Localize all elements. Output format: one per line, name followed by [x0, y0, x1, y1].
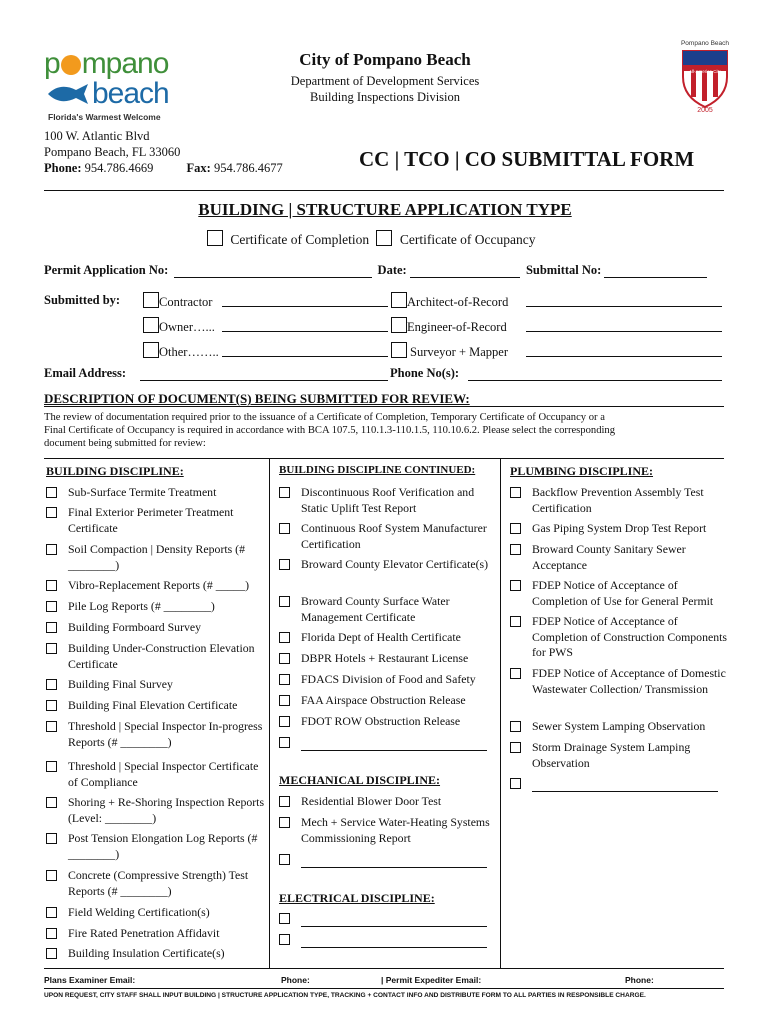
submitted-by-label: Submitted by: [44, 293, 121, 307]
checkbox[interactable] [279, 737, 290, 748]
blank-line[interactable] [301, 739, 487, 751]
checkbox[interactable] [279, 854, 290, 865]
building-item[interactable] [46, 620, 268, 636]
building-item-label: Soil Compaction | Density Reports (# ________) [68, 542, 246, 572]
all-america-city-badge [679, 40, 731, 120]
building-item-label: Building Final Survey [68, 677, 173, 691]
surveyor-line [526, 356, 722, 357]
checkbox[interactable] [279, 653, 290, 664]
city-name: City of Pompano Beach [299, 50, 471, 69]
mechanical-item[interactable] [279, 794, 494, 810]
checkbox[interactable] [46, 643, 57, 654]
engineer-checkbox[interactable] [391, 317, 407, 333]
mechanical-blank-item[interactable] [279, 852, 494, 868]
mechanical-item-label: Residential Blower Door Test [301, 794, 442, 808]
description-line: document being submitted for review: [44, 438, 206, 449]
owner-label: Owner…... [159, 320, 215, 334]
columns-top-rule [44, 458, 724, 459]
certificate-of-occupancy-checkbox[interactable] [376, 230, 392, 246]
building-item-label: Post Tension Elongation Log Reports (# ________) [68, 831, 258, 861]
department: Department of Development Services [290, 74, 480, 88]
architect-line [526, 306, 722, 307]
building-item[interactable] [46, 698, 268, 714]
building-item[interactable] [46, 677, 268, 693]
checkbox[interactable] [279, 674, 290, 685]
plumbing-item[interactable] [510, 740, 732, 771]
fax-label: Fax: [186, 161, 211, 175]
phone-label-1: Phone: [281, 975, 310, 985]
building-item[interactable] [46, 599, 268, 615]
building-item[interactable] [46, 926, 268, 942]
checkbox[interactable] [279, 796, 290, 807]
checkbox[interactable] [279, 695, 290, 706]
description-text [44, 411, 734, 450]
blank-line[interactable] [301, 915, 487, 927]
building-item-label: Concrete (Compressive Strength) Test Reports (# ________) [68, 868, 249, 898]
email-label: Email Address: [44, 366, 127, 380]
checkbox[interactable] [46, 761, 57, 772]
building-item-label: Building Insulation Certificate(s) [68, 946, 225, 960]
owner-line [222, 331, 388, 332]
mechanical-item[interactable] [279, 815, 494, 846]
city-logo [44, 42, 174, 122]
building-cont-item-label: Broward County Elevator Certificate(s) [301, 557, 489, 571]
checkbox[interactable] [510, 580, 521, 591]
address-block [44, 128, 324, 176]
building-cont-item[interactable] [279, 521, 494, 552]
blank-line[interactable] [532, 780, 718, 792]
certificate-of-completion-label: Certificate of Completion [230, 232, 370, 247]
street-address: 100 W. Atlantic Blvd [44, 129, 150, 143]
building-item-label: Field Welding Certification(s) [68, 905, 210, 919]
footer-notice: UPON REQUEST, CITY STAFF SHALL INPUT BUILDING | STRUCTURE APPLICATION TYPE, TRACKING + CONTACT INFO AND DISTRIBUTE FORM TO ALL PARTIES IN RESPONSIBLE CHARGE. [44, 992, 646, 999]
plumbing-item-label: FDEP Notice of Acceptance of Domestic Wastewater Collection/ Transmission [532, 666, 726, 696]
plumbing-item[interactable] [510, 542, 732, 573]
building-item-label: Threshold | Special Inspector Certificate of Compliance [68, 759, 259, 789]
building-cont-item-label: FAA Airspace Obstruction Release [301, 693, 466, 707]
permit-expediter-email-label: | Permit Expediter Email: [381, 975, 482, 985]
checkbox[interactable] [46, 948, 57, 959]
building-item-label: Final Exterior Perimeter Treatment Certificate [68, 505, 234, 535]
building-item-label: Threshold | Special Inspector In-progress Reports (# ________) [68, 719, 263, 749]
surveyor-label: Surveyor + Mapper [410, 345, 508, 359]
checkbox[interactable] [510, 778, 521, 789]
building-cont-item-label: DBPR Hotels + Restaurant License [301, 651, 469, 665]
building-item[interactable] [46, 905, 268, 921]
checkbox[interactable] [510, 721, 521, 732]
checkbox[interactable] [46, 797, 57, 808]
certificate-of-occupancy-label: Certificate of Occupancy [399, 232, 536, 247]
plumbing-item-label: Gas Piping System Drop Test Report [532, 521, 707, 535]
section-title: BUILDING | STRUCTURE APPLICATION TYPE [198, 200, 572, 219]
mechanical-item-label: Mech + Service Water-Heating Systems Commissioning Report [301, 815, 490, 845]
checkbox[interactable] [46, 833, 57, 844]
checkbox[interactable] [510, 616, 521, 627]
architect-label: Architect-of-Record [407, 295, 509, 309]
building-item[interactable] [46, 831, 268, 862]
permit-no-field[interactable] [174, 266, 372, 278]
checkbox[interactable] [46, 601, 57, 612]
description-rule [44, 406, 724, 407]
building-cont-item[interactable] [279, 693, 494, 709]
plumbing-item[interactable] [510, 521, 732, 537]
building-cont-item[interactable] [279, 594, 494, 625]
engineer-label: Engineer-of-Record [407, 320, 507, 334]
date-label: Date: [377, 263, 407, 277]
phones-field[interactable] [468, 380, 722, 381]
plumbing-item-label: Sewer System Lamping Observation [532, 719, 706, 733]
building-item[interactable] [46, 946, 268, 962]
fish-icon [46, 82, 90, 106]
checkbox[interactable] [510, 487, 521, 498]
checkbox[interactable] [46, 700, 57, 711]
badge-year: 2005 [697, 107, 713, 114]
building-item[interactable] [46, 719, 268, 750]
email-field[interactable] [140, 380, 388, 381]
submittal-no-field[interactable] [604, 266, 707, 278]
building-item-label: Building Under-Construction Elevation Certificate [68, 641, 255, 671]
other-label: Other…….. [159, 345, 219, 359]
checkbox[interactable] [46, 507, 57, 518]
building-cont-header: BUILDING DISCIPLINE CONTINUED: [279, 464, 476, 476]
checkbox[interactable] [46, 907, 57, 918]
checkbox[interactable] [279, 596, 290, 607]
building-cont-item-label: FDOT ROW Obstruction Release [301, 714, 461, 728]
divider [44, 190, 724, 191]
engineer-line [526, 331, 722, 332]
building-cont-item[interactable] [279, 485, 494, 516]
building-item-label: Sub-Surface Termite Treatment [68, 485, 217, 499]
fax-number: 954.786.4677 [213, 161, 283, 175]
building-cont-item[interactable] [279, 630, 494, 646]
building-cont-item-label: Florida Dept of Health Certificate [301, 630, 461, 644]
checkbox[interactable] [279, 913, 290, 924]
building-item-label: Shoring + Re-Shoring Inspection Reports (Level: ________) [68, 795, 265, 825]
sun-icon [61, 55, 81, 75]
checkbox[interactable] [279, 817, 290, 828]
building-cont-blank-item[interactable] [279, 735, 494, 751]
architect-checkbox[interactable] [391, 292, 407, 308]
building-item[interactable] [46, 485, 268, 501]
plumbing-item-label: Broward County Sanitary Sewer Acceptance [532, 542, 686, 572]
checkbox[interactable] [46, 870, 57, 881]
contractor-checkbox[interactable] [143, 292, 159, 308]
checkbox[interactable] [46, 679, 57, 690]
electrical-blank-item[interactable] [279, 911, 494, 927]
date-field[interactable] [410, 266, 520, 278]
mechanical-header: MECHANICAL DISCIPLINE: [279, 773, 441, 787]
logo-tagline: Florida's Warmest Welcome [48, 112, 161, 122]
plumbing-item-label: Backflow Prevention Assembly Test Certification [532, 485, 704, 515]
plumbing-blank-item[interactable] [510, 776, 725, 792]
plumbing-item[interactable] [510, 666, 732, 697]
checkbox[interactable] [46, 487, 57, 498]
column-divider [269, 458, 270, 968]
city-state-zip: Pompano Beach, FL 33060 [44, 145, 181, 159]
building-cont-item-label: Continuous Roof System Manufacturer Certification [301, 521, 487, 551]
contractor-label: Contractor [159, 295, 213, 309]
checkbox[interactable] [510, 544, 521, 555]
plumbing-item[interactable] [510, 485, 732, 516]
plumbing-item[interactable] [510, 614, 732, 661]
division: Building Inspections Division [310, 90, 460, 104]
building-item-label: Fire Rated Penetration Affidavit [68, 926, 220, 940]
blank-line[interactable] [301, 936, 487, 948]
checkbox[interactable] [279, 934, 290, 945]
contractor-line [222, 306, 388, 307]
phones-label: Phone No(s): [390, 366, 460, 380]
description-line: Final Certificate of Occupancy is required in accordance with BCA 107.5, 110.1.3-110.1.5, 110.10.6.2. Please select the corresponding [44, 425, 616, 436]
permit-no-label: Permit Application No: [44, 263, 169, 277]
surveyor-checkbox[interactable] [391, 342, 407, 358]
building-item-label: Building Final Elevation Certificate [68, 698, 238, 712]
submittal-no-label: Submittal No: [525, 263, 602, 277]
building-header: BUILDING DISCIPLINE: [46, 464, 184, 478]
header [230, 50, 540, 105]
phone-label: Phone: [44, 161, 82, 175]
other-checkbox[interactable] [143, 342, 159, 358]
blank-line[interactable] [301, 856, 487, 868]
building-cont-item[interactable] [279, 557, 494, 573]
checkbox[interactable] [510, 523, 521, 534]
checkbox[interactable] [279, 487, 290, 498]
plumbing-item-label: FDEP Notice of Acceptance of Completion of Construction Components for PWS [532, 614, 727, 659]
other-line [222, 356, 388, 357]
building-item[interactable] [46, 795, 268, 826]
plans-examiner-email-label: Plans Examiner Email: [44, 975, 136, 985]
building-item[interactable] [46, 578, 268, 594]
checkbox[interactable] [279, 632, 290, 643]
checkbox[interactable] [46, 544, 57, 555]
logo-text-p: p [44, 47, 60, 80]
building-item-label: Pile Log Reports (# ________) [68, 599, 215, 613]
electrical-header: ELECTRICAL DISCIPLINE: [279, 891, 435, 905]
building-cont-item[interactable] [279, 651, 494, 667]
building-item-label: Building Formboard Survey [68, 620, 202, 634]
plumbing-item-label: Storm Drainage System Lamping Observation [532, 740, 691, 770]
building-item[interactable] [46, 641, 268, 672]
form-title: CC | TCO | CO SUBMITTAL FORM [359, 147, 695, 171]
plumbing-header: PLUMBING DISCIPLINE: [510, 464, 654, 478]
building-cont-item-label: Discontinuous Roof Verification and Static Uplift Test Report [301, 485, 475, 515]
checkbox[interactable] [46, 721, 57, 732]
building-cont-item[interactable] [279, 672, 494, 688]
footer-rule [44, 968, 724, 969]
column-divider [500, 458, 501, 968]
building-item[interactable] [46, 868, 268, 899]
phone-number: 954.786.4669 [84, 161, 154, 175]
badge-ribbon-text: All-America City [688, 69, 721, 74]
checkbox[interactable] [46, 622, 57, 633]
checkbox[interactable] [279, 523, 290, 534]
building-item[interactable] [46, 759, 268, 790]
logo-text-mpano: mpano [81, 47, 169, 80]
checkbox[interactable] [279, 559, 290, 570]
owner-checkbox[interactable] [143, 317, 159, 333]
checkbox[interactable] [46, 580, 57, 591]
checkbox[interactable] [510, 668, 521, 679]
description-line: The review of documentation required prior to the issuance of a Certificate of Completion, Temporary Certificate of Occupancy or a [44, 412, 605, 423]
plumbing-item[interactable] [510, 719, 732, 735]
checkbox[interactable] [279, 716, 290, 727]
footer-rule [44, 988, 724, 989]
plumbing-item-label: FDEP Notice of Acceptance of Completion of Use for General Permit [532, 578, 714, 608]
building-cont-item-label: Broward County Surface Water Management Certificate [301, 594, 450, 624]
building-cont-item[interactable] [279, 714, 494, 730]
certificate-of-completion-checkbox[interactable] [207, 230, 223, 246]
electrical-blank-item[interactable] [279, 932, 494, 948]
badge-top-text: Pompano Beach [680, 40, 730, 47]
building-item[interactable] [46, 542, 268, 573]
description-title: DESCRIPTION OF DOCUMENT(S) BEING SUBMITTED FOR REVIEW: [44, 391, 470, 406]
checkbox[interactable] [510, 742, 521, 753]
building-cont-item-label: FDACS Division of Food and Safety [301, 672, 476, 686]
building-item[interactable] [46, 505, 268, 536]
logo-text-beach: beach [92, 77, 169, 110]
plumbing-item[interactable] [510, 578, 732, 609]
building-item-label: Vibro-Replacement Reports (# _____) [68, 578, 250, 592]
shield-icon [679, 47, 731, 109]
checkbox[interactable] [46, 928, 57, 939]
phone-label-2: Phone: [625, 975, 654, 985]
